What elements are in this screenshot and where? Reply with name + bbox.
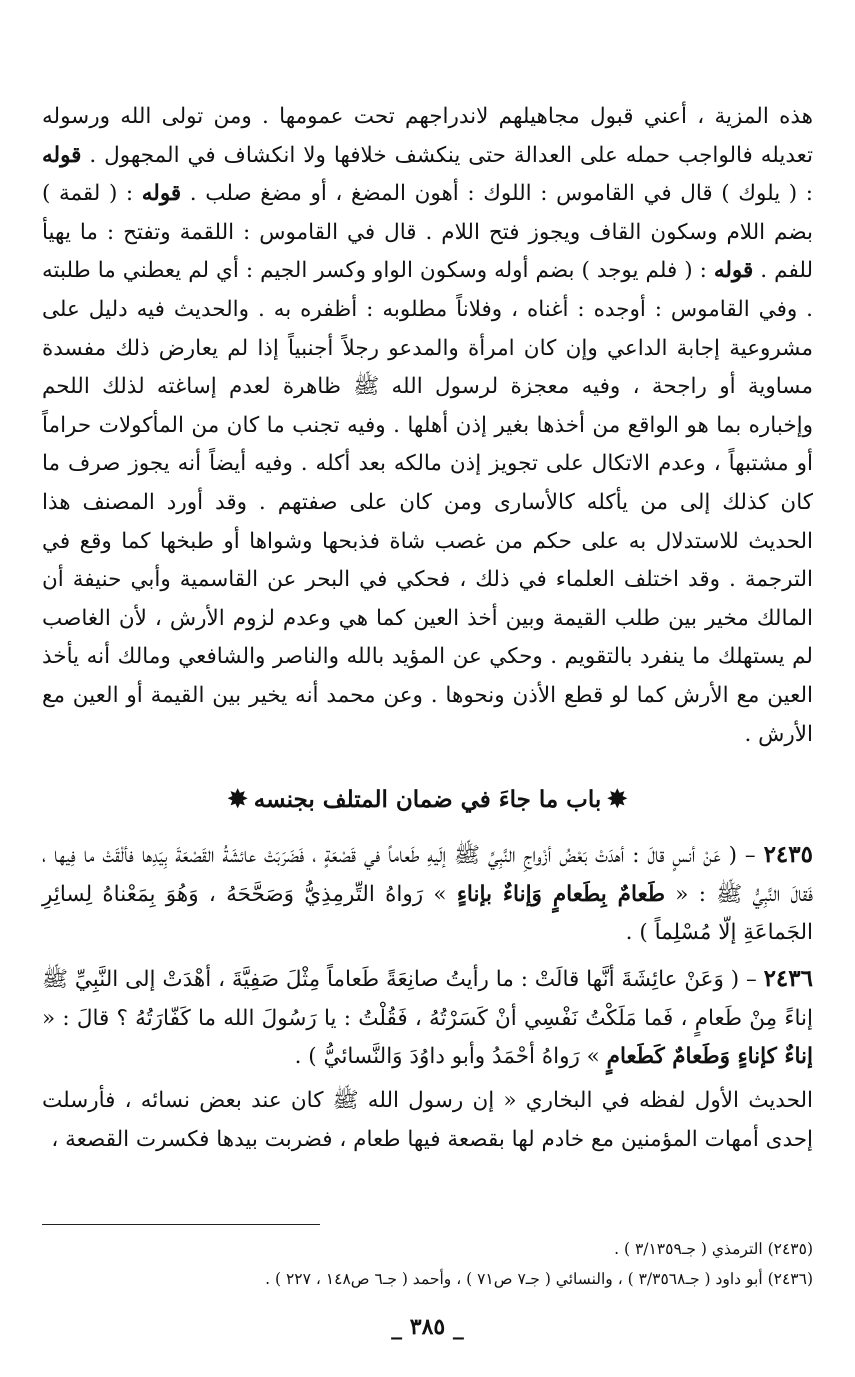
source-text: الحديث الأول لفظه في البخاري « إن رسول الله ﷺ كان عند بعض نسائه ، فأرسلت إحدى أمهات المؤمنين مع خادم لها بقصعة فيها طعام ، فضربت بيدها فكسرت القصعة ،	[42, 1088, 813, 1152]
commentary-text-2: : ( يلوك ) قال في القاموس : اللوك : أهون المضغ ، أو مضغ صلب .	[181, 181, 813, 207]
ornament-star-icon: ✸	[607, 784, 628, 813]
chapter-title: باب ما جاءَ في ضمان المتلف بجنسه	[253, 786, 602, 813]
ornament-star-icon: ✸	[227, 784, 248, 813]
footnotes	[42, 1234, 813, 1294]
keyword-qawluhu-1: قوله	[42, 142, 82, 168]
hadith-2436	[42, 960, 813, 1077]
hadith-number: ٢٤٣٦	[763, 965, 813, 992]
hadith-text: – ( وَعَنْ عائِشَةَ أنَّها قالَتْ : ما رأيتُ صانِعَةً طَعاماً مِثْلَ صَفِيَّةَ ، أهْدَتْ إلى النَّبِيِّ ﷺ إناءً مِنْ طَعامٍ ، فَما مَلَكْتُ نَفْسِي أنْ كَسَرْتُهُ ، فَقُلْتُ : يا رَسُولَ الله ما كَفّارَتُهُ ؟ قالَ : «	[42, 967, 813, 1031]
hadith-2435	[42, 836, 813, 953]
chapter-heading	[0, 777, 855, 822]
hadith-quote: طَعامٌ بِطَعامٍ وَإناءٌ بإناءٍ	[456, 881, 665, 907]
hadith-text: – ( عَنْ أنسٍ قالَ : أهدَتْ بَعْضُ أزْواجِ النَّبِيِّ ﷺ إلَيهِ طَعاماً في قَصْعَةٍ ، فَضَرَبَتْ عائشَةُ القَصْعَةَ بِيَدِها فألْقَتْ ما فِيها ، فَقالَ النَّبِيُّ ﷺ : «	[42, 843, 813, 907]
commentary-text-4: : ( فلم يوجد ) بضم أوله وسكون الواو وكسر الجيم : أي لم يعطني ما طلبته . وفي القاموس : أوجده : أغناه ، وفلاناً مطلوبه : أظفره به . والحديث فيه دليل على مشروعية إجابة الداعي وإن كان امرأة والمدعو رجلاً أجنبياً إذا لم يعارض ذلك مفسدة مساوية أو راجحة ، وفيه معجزة لرسول الله ﷺ ظاهرة لعدم إساغته لذلك اللحم وإخباره بما هو الواقع من أخذها بغير إذن أهلها . وفيه تجنب ما كان من المأكولات حراماً أو مشتبهاً ، وعدم الاتكال على تجويز إذن مالكه بعد أكله . وفيه أيضاً أنه يجوز صرف ما كان كذلك إلى من يأكله كالأسارى ومن كان على صفتهم . وقد أورد المصنف هذا الحديث للاستدلال به على حكم من غصب شاة فذبحها وشواها أو طبخها كما وقع في الترجمة . وقد اختلف العلماء في ذلك ، فحكي في البحر عن القاسمية وأبي حنيفة أن المالك مخير بين طلب القيمة وبين أخذ العين كما هي وعدم لزوم الأرش ، لأن الغاصب لم يستهلك ما ينفرد بالتقويم . وحكي عن المؤيد بالله والناصر والشافعي ومالك أنه يأخذ العين مع الأرش كما لو قطع الأذن ونحوها . وعن محمد أنه يخير بين القيمة أو العين مع الأرش .	[42, 258, 813, 747]
keyword-qawluhu-3: قوله	[713, 258, 754, 284]
footnote-2435: (٢٤٣٥) الترمذي ( جـ٣/١٣٥٩ ) .	[614, 1240, 813, 1258]
commentary-paragraph	[42, 98, 813, 754]
hadith-text: » رَواهُ التِّرمِذِيُّ وَصَحَّحَهُ ، وَهُوَ بِمَعْناهُ لِسائِرِ الجَماعَةِ إلّا مُسْلِماً ) .	[42, 881, 813, 946]
hadith-text: » رَواهُ أحْمَدُ وأبو داوُدَ وَالنَّسائيُّ ) .	[294, 1044, 607, 1070]
page-number: _ ٣٨٥ _	[391, 1314, 464, 1340]
hadith-quote: إناءٌ كإناءٍ وَطَعامٌ كَطَعامٍ	[606, 1044, 813, 1070]
hadith-number: ٢٤٣٥	[763, 841, 813, 868]
keyword-qawluhu-2: قوله	[141, 181, 182, 207]
commentary-text-3: : ( لقمة ) بضم اللام وسكون القاف ويجوز فتح اللام . قال في القاموس : اللقمة وتفتح : ما يهيأ للفم .	[42, 181, 813, 284]
commentary-text-1: هذه المزية ، أعني قبول مجاهيلهم لاندراجهم تحت عمومها . ومن تولى الله ورسوله تعديله فالواجب حمله على العدالة حتى ينكشف خلافها ولا انكشاف في المجهول .	[42, 104, 813, 168]
source-paragraph	[42, 1082, 813, 1159]
footnote-2436: (٢٤٣٦) أبو داود ( جـ٣/٣٥٦٨ ) ، والنسائي ( جـ٧ ص٧١ ) ، وأحمد ( جـ٦ ص١٤٨ ، ٢٢٧ ) .	[265, 1270, 813, 1288]
footnote-divider	[42, 1224, 320, 1225]
